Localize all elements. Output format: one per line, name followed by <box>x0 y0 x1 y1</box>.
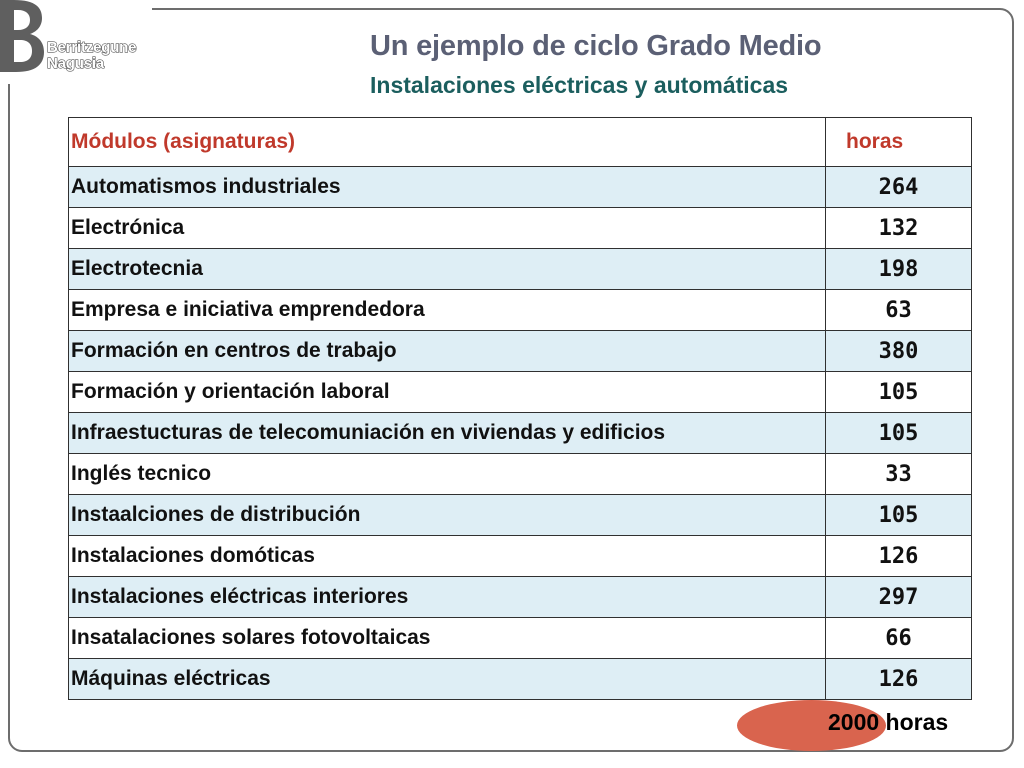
hours-cell: 132 <box>826 208 972 249</box>
module-cell: Instalaciones eléctricas interiores <box>69 577 826 618</box>
hours-cell: 126 <box>826 536 972 577</box>
module-cell: Electrónica <box>69 208 826 249</box>
table-row <box>69 536 972 577</box>
modules-table <box>68 117 972 700</box>
table-row <box>69 413 972 454</box>
module-cell: Formación y orientación laboral <box>69 372 826 413</box>
table-header-row <box>69 118 972 167</box>
hours-cell: 297 <box>826 577 972 618</box>
logo-b-icon <box>0 0 44 72</box>
column-header-modules: Módulos (asignaturas) <box>69 118 826 167</box>
table-row <box>69 618 972 659</box>
page-subtitle: Instalaciones eléctricas y automáticas <box>370 72 789 98</box>
total-hours-label: 2000 horas <box>828 709 949 735</box>
hours-cell: 380 <box>826 331 972 372</box>
logo-text <box>47 40 136 72</box>
page-title: Un ejemplo de ciclo Grado Medio <box>370 30 822 62</box>
table-row <box>69 331 972 372</box>
hours-cell: 105 <box>826 495 972 536</box>
module-cell: Insatalaciones solares fotovoltaicas <box>69 618 826 659</box>
hours-cell: 105 <box>826 372 972 413</box>
table-row <box>69 208 972 249</box>
table-row <box>69 659 972 700</box>
module-cell: Electrotecnia <box>69 249 826 290</box>
hours-cell: 126 <box>826 659 972 700</box>
table-row <box>69 249 972 290</box>
table-row <box>69 454 972 495</box>
module-cell: Instalaciones domóticas <box>69 536 826 577</box>
hours-cell: 264 <box>826 167 972 208</box>
logo-line-2: Nagusia <box>47 55 104 72</box>
module-cell: Automatismos industriales <box>69 167 826 208</box>
hours-cell: 198 <box>826 249 972 290</box>
table-row <box>69 290 972 331</box>
table-row <box>69 167 972 208</box>
column-header-hours: horas <box>826 118 972 167</box>
module-cell: Infraestucturas de telecomuniación en viviendas y edificios <box>69 413 826 454</box>
module-cell: Empresa e iniciativa emprendedora <box>69 290 826 331</box>
hours-cell: 33 <box>826 454 972 495</box>
module-cell: Instaalciones de distribución <box>69 495 826 536</box>
module-cell: Máquinas eléctricas <box>69 659 826 700</box>
hours-cell: 63 <box>826 290 972 331</box>
table-row <box>69 372 972 413</box>
module-cell: Inglés tecnico <box>69 454 826 495</box>
table-row <box>69 577 972 618</box>
module-cell: Formación en centros de trabajo <box>69 331 826 372</box>
hours-cell: 66 <box>826 618 972 659</box>
table-row <box>69 495 972 536</box>
hours-cell: 105 <box>826 413 972 454</box>
logo-line-1: Berritzegune <box>47 39 137 56</box>
logo <box>0 0 152 84</box>
